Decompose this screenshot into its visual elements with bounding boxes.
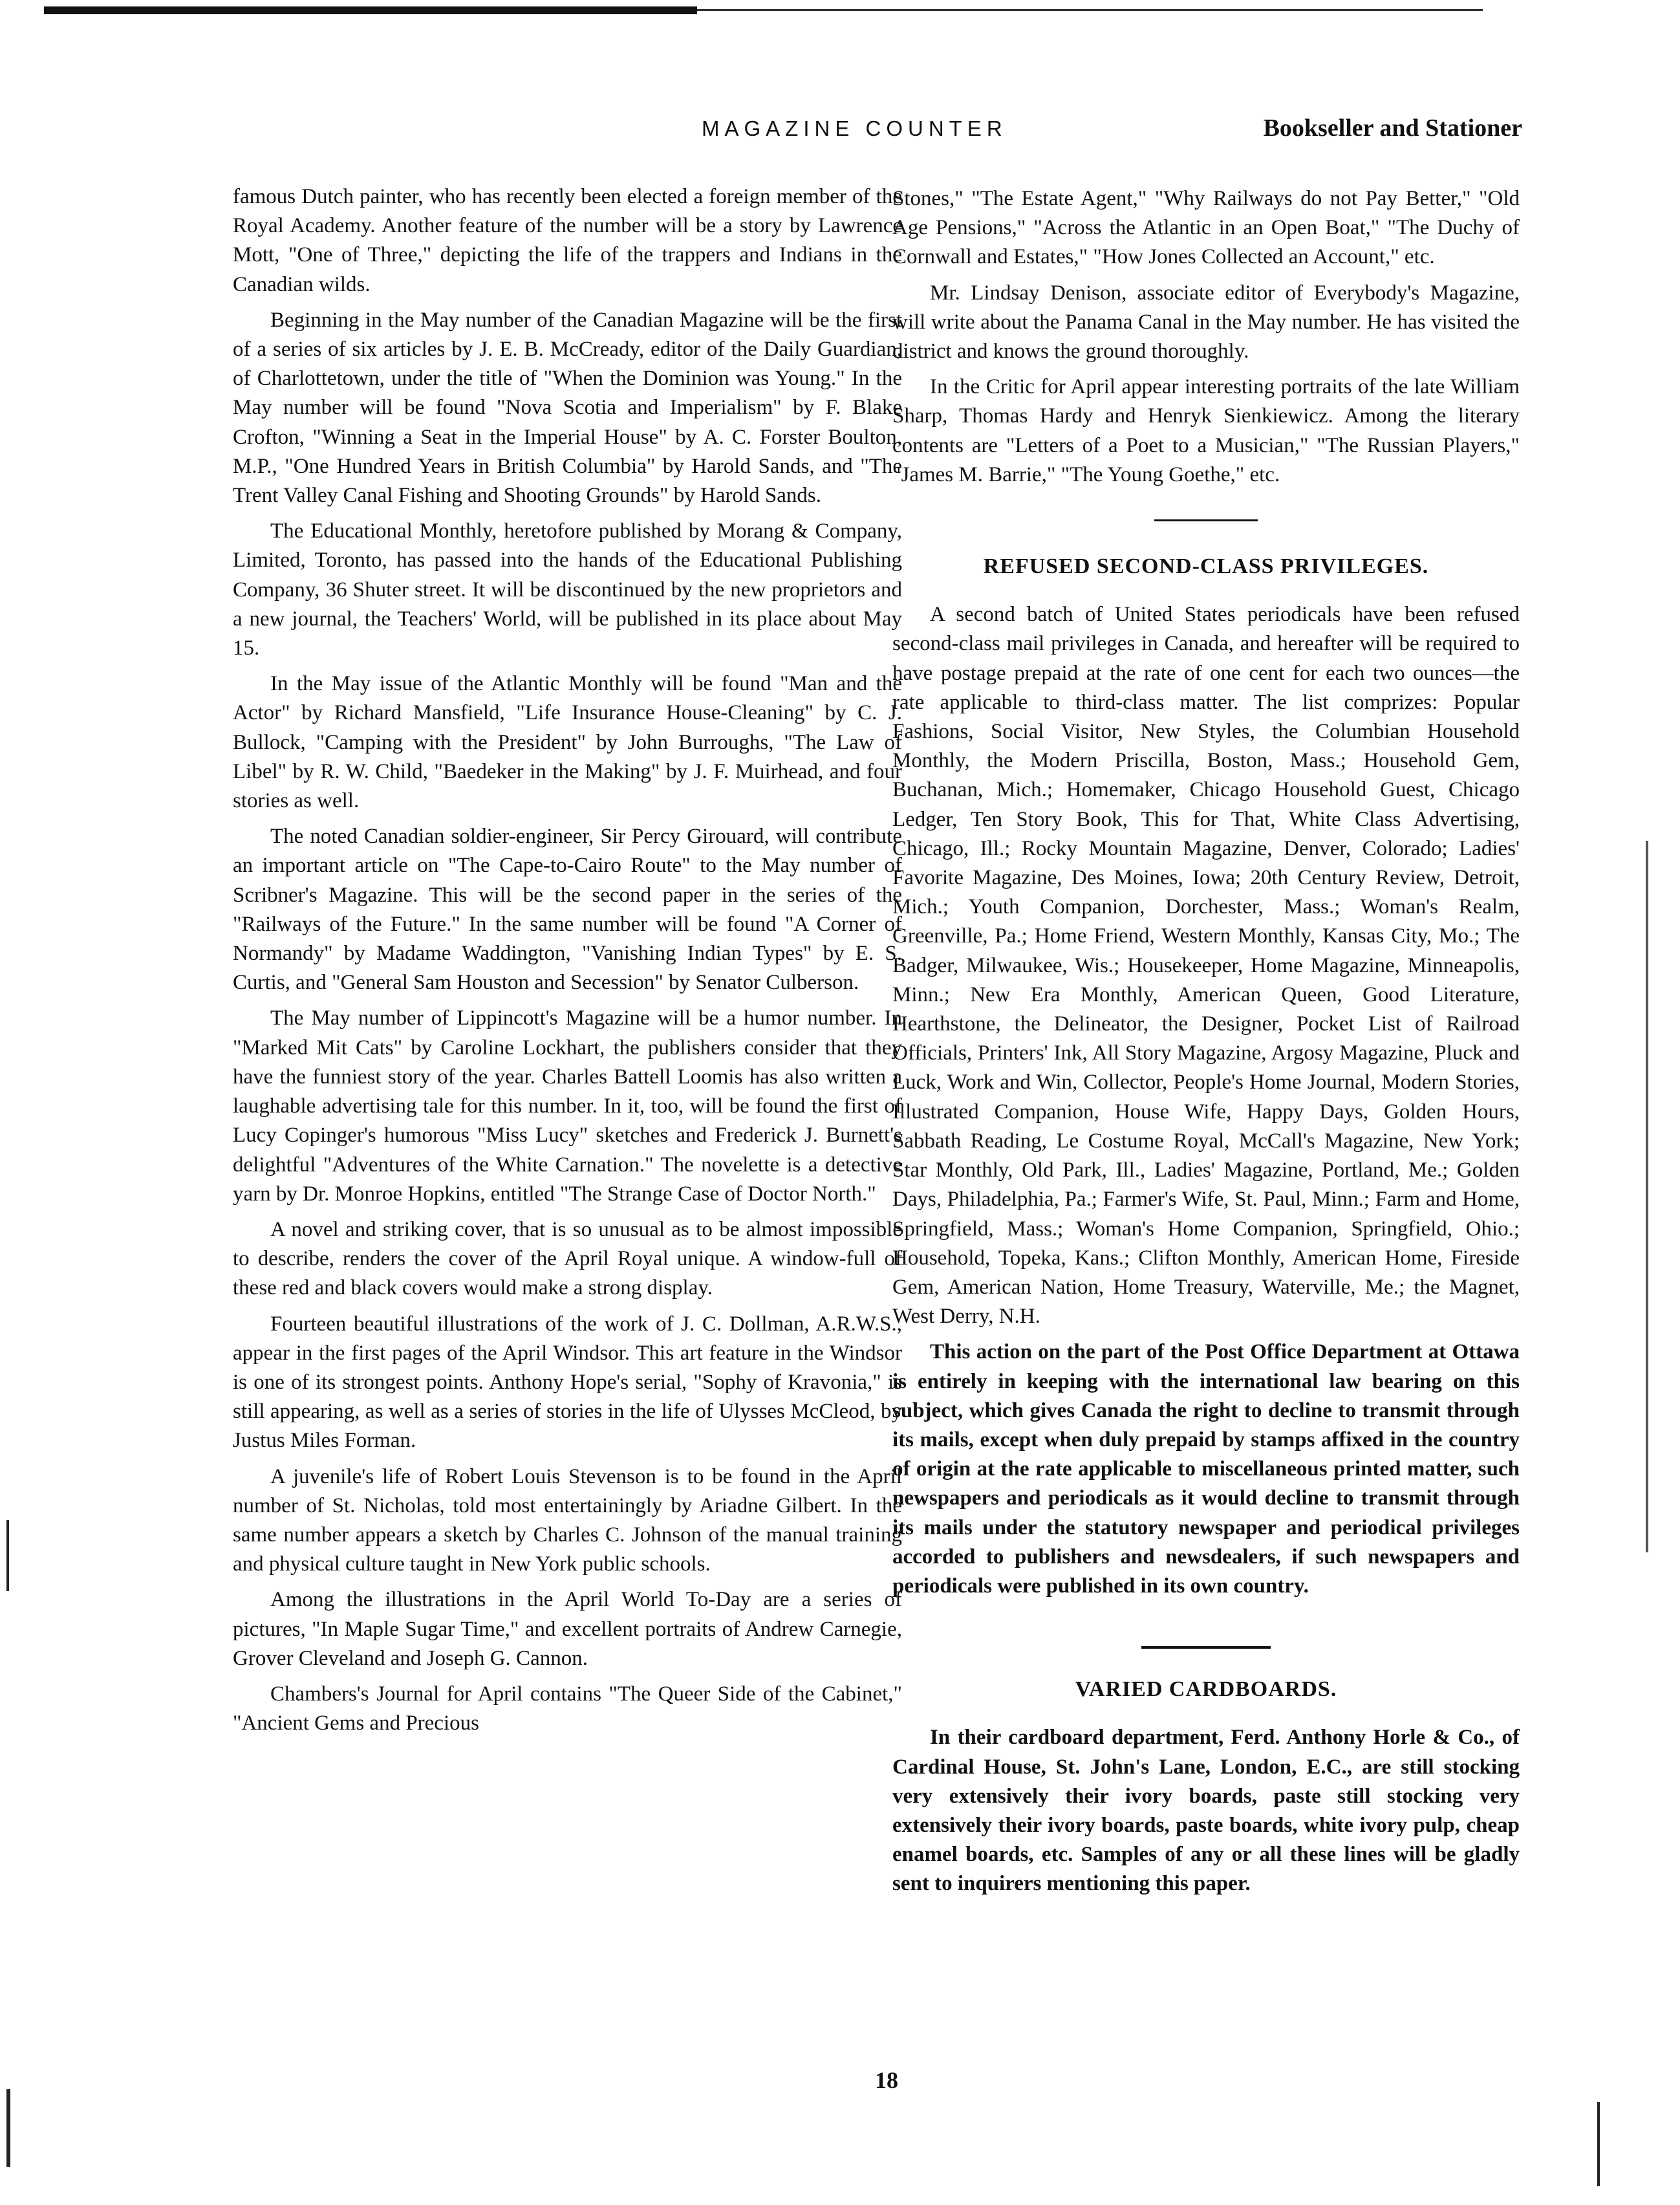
scan-edge-mark	[1646, 841, 1648, 1552]
article-paragraph: Stones," "The Estate Agent," "Why Railways do not Pay Better," "Old Age Pensions," "Across the Atlantic in an Open Boat," "The Duchy of Cornwall and Estates," "How Jones Collected an Account," etc.	[892, 187, 1520, 269]
article-paragraph: In the May issue of the Atlantic Monthly will be found "Man and the Actor" by Richard Mansfield, "Life Insurance House-Cleaning" by C. J. Bullock, "Camping with the President" by John Burroughs, "The Law of Libel" by R. W. Child, "Baedeker in the Making" by J. F. Muirhead, and four stories as well.	[233, 672, 902, 813]
left-column	[233, 182, 902, 1744]
article-paragraph: This action on the part of the Post Office Department at Ottawa is entirely in keeping with the international law bearing on this subject, which gives Canada the right to decline to transmit through its mails, except when duly prepaid by stamps affixed in the country of origin at the rate applicable to miscellaneous printed matter, such newspapers and periodicals as it would decline to transmit through its mails under the statutory newspaper and periodical privileges accorded to publishers and newsdealers, if such newspapers and periodicals were published in its own country.	[892, 1340, 1520, 1598]
scan-edge-mark	[6, 2089, 10, 2167]
scan-edge-mark	[1597, 2102, 1600, 2186]
section-divider-rule	[1141, 1646, 1271, 1649]
article-paragraph: Among the illustrations in the April World To-Day are a series of pictures, "In Maple Sugar Time," and excellent portraits of Andrew Carnegie, Grover Cleveland and Joseph G. Cannon.	[233, 1588, 902, 1670]
article-paragraph: The Educational Monthly, heretofore published by Morang & Company, Limited, Toronto, has passed into the hands of the Educational Publishing Company, 36 Shuter street. It will be discontinued by the new proprietors and a new journal, the Teachers' World, will be published in its place about May 15.	[233, 519, 902, 660]
article-paragraph: The May number of Lippincott's Magazine will be a humor number. In "Marked Mit Cats" by Caroline Lockhart, the publishers consider that they have the funniest story of the year. Charles Battell Loomis has also written a laughable advertising tale for this number. In it, too, will be found the first of Lucy Copinger's humorous "Miss Lucy" sketches and Frederick J. Burnett's delightful "Adventures of the White Carnation." The novelette is a detective yarn by Dr. Monroe Hopkins, entitled "The Strange Case of Doctor North."	[233, 1006, 902, 1206]
scan-edge-mark	[6, 1520, 9, 1591]
bold-paragraph-block	[892, 1723, 1520, 1898]
running-header-publication: Bookseller and Stationer	[1263, 114, 1522, 142]
article-paragraph: In their cardboard department, Ferd. Anthony Horle & Co., of Cardinal House, St. John's Lane, London, E.C., are still stocking very extensively their ivory boards, paste still stocking very extensively their ivory boards, paste boards, white ivory pulp, cheap enamel boards, etc. Samples of any or all these lines will be gladly sent to inquirers mentioning this paper.	[892, 1726, 1520, 1896]
right-column	[892, 184, 1520, 1906]
top-border-rule-thin	[697, 9, 1483, 11]
article-paragraph: A second batch of United States periodicals have been refused second-class mail privileges in Canada, and hereafter will be required to have postage prepaid at the rate of one cent for each two ounces—the rate applicable to third-class matter. The list comprizes: Popular Fashions, Social Visitor, New Styles, the Columbian Household Monthly, the Modern Priscilla, Boston, Mass.; Household Gem, Buchanan, Mich.; Homemaker, Chicago Household Guest, Chicago Ledger, Ten Story Book, This for That, White Class Advertising, Chicago, Ill.; Rocky Mountain Magazine, Denver, Colorado; Ladies' Favorite Magazine, Des Moines, Iowa; 20th Century Review, Detroit, Mich.; Youth Companion, Dorchester, Mass.; Woman's Realm, Greenville, Pa.; Home Friend, Western Monthly, Kansas City, Mo.; The Badger, Milwaukee, Wis.; Housekeeper, Home Magazine, Minneapolis, Minn.; New Era Monthly, American Queen, Good Literature, Hearthstone, the Delineator, the Designer, Pocket List of Railroad Officials, Printers' Ink, All Story Magazine, Argosy Magazine, Pluck and Luck, Work and Win, Collector, People's Home Journal, Modern Stories, Illustrated Companion, House Wife, Happy Days, Golden Hours, Sabbath Reading, Le Costume Royal, McCall's Magazine, New York; Star Monthly, Old Park, Ill., Ladies' Magazine, Portland, Me.; Golden Days, Philadelphia, Pa.; Farmer's Wife, St. Paul, Minn.; Farm and Home, Springfield, Mass.; Woman's Home Companion, Springfield, Ohio.; Household, Topeka, Kans.; Clifton Monthly, American Home, Fireside Gem, American Nation, Home Treasury, Waterville, Me.; the Magnet, West Derry, N.H.	[892, 603, 1520, 1329]
article-paragraph: Mr. Lindsay Denison, associate editor of Everybody's Magazine, will write about the Panama Canal in the May number. He has visited the district and knows the ground thoroughly.	[892, 281, 1520, 364]
article-paragraph: A novel and striking cover, that is so unusual as to be almost impossible to describe, renders the cover of the April Royal unique. A window-full of these red and black covers would make a strong display.	[233, 1217, 902, 1300]
section-heading-varied: VARIED CARDBOARDS.	[1075, 1677, 1337, 1702]
article-paragraph: Beginning in the May number of the Canadian Magazine will be the first of a series of six articles by J. E. B. McCready, editor of the Daily Guardian, of Charlottetown, under the title of "When the Dominion was Young." In the May number will be found "Nova Scotia and Imperialism" by F. Blake Crofton, "Winning a Seat in the Imperial House" by A. C. Forster Boulton, M.P., "One Hundred Years in British Columbia" by Harold Sands, and "The Trent Valley Canal Fishing and Shooting Grounds" by Harold Sands.	[233, 308, 902, 508]
running-header-section: MAGAZINE COUNTER	[702, 116, 1007, 140]
page-number: 18	[875, 2067, 898, 2093]
section-heading-refused: REFUSED SECOND-CLASS PRIVILEGES.	[983, 554, 1429, 579]
article-paragraph: The noted Canadian soldier-engineer, Sir Percy Girouard, will contribute an important article on "The Cape-to-Cairo Route" to the May number of Scribner's Magazine. This will be the second paper in the series of the "Railways of the Future." In the same number will be found "A Corner of Normandy" by Madame Waddington, "Vanishing Indian Types" by E. S. Curtis, and "General Sam Houston and Secession" by Senator Culberson.	[233, 825, 902, 995]
article-paragraph: Fourteen beautiful illustrations of the work of J. C. Dollman, A.R.W.S., appear in the first pages of the April Windsor. This art feature in the Windsor is one of its strongest points. Anthony Hope's serial, "Sophy of Kravonia," is still appearing, as well as a series of stories in the life of Ulysses McCleod, by Justus Miles Forman.	[233, 1312, 902, 1453]
article-paragraph: A juvenile's life of Robert Louis Stevenson is to be found in the April number of St. Nicholas, told most entertainingly by Ariadne Gilbert. In the same number appears a sketch by Charles C. Johnson of the manual training and physical culture taught in New York public schools.	[233, 1464, 902, 1576]
article-paragraph: famous Dutch painter, who has recently been elected a foreign member of the Royal Academy. Another feature of the number will be a story by Lawrence Mott, "One of Three," depicting the life of the trappers and Indians in the Canadian wilds.	[233, 185, 902, 296]
top-border-rule	[44, 6, 697, 14]
section-divider-ornament	[892, 509, 1520, 528]
article-paragraph: In the Critic for April appear interesting portraits of the late William Sharp, Thomas Hardy and Henryk Sienkiewicz. Among the literary contents are "Letters of a Poet to a Musician," "The Russian Players," "James M. Barrie," "The Young Goethe," etc.	[892, 375, 1520, 486]
article-paragraph: Chambers's Journal for April contains "The Queer Side of the Cabinet," "Ancient Gems and Precious	[233, 1682, 902, 1735]
bold-paragraph-block	[892, 1338, 1520, 1601]
